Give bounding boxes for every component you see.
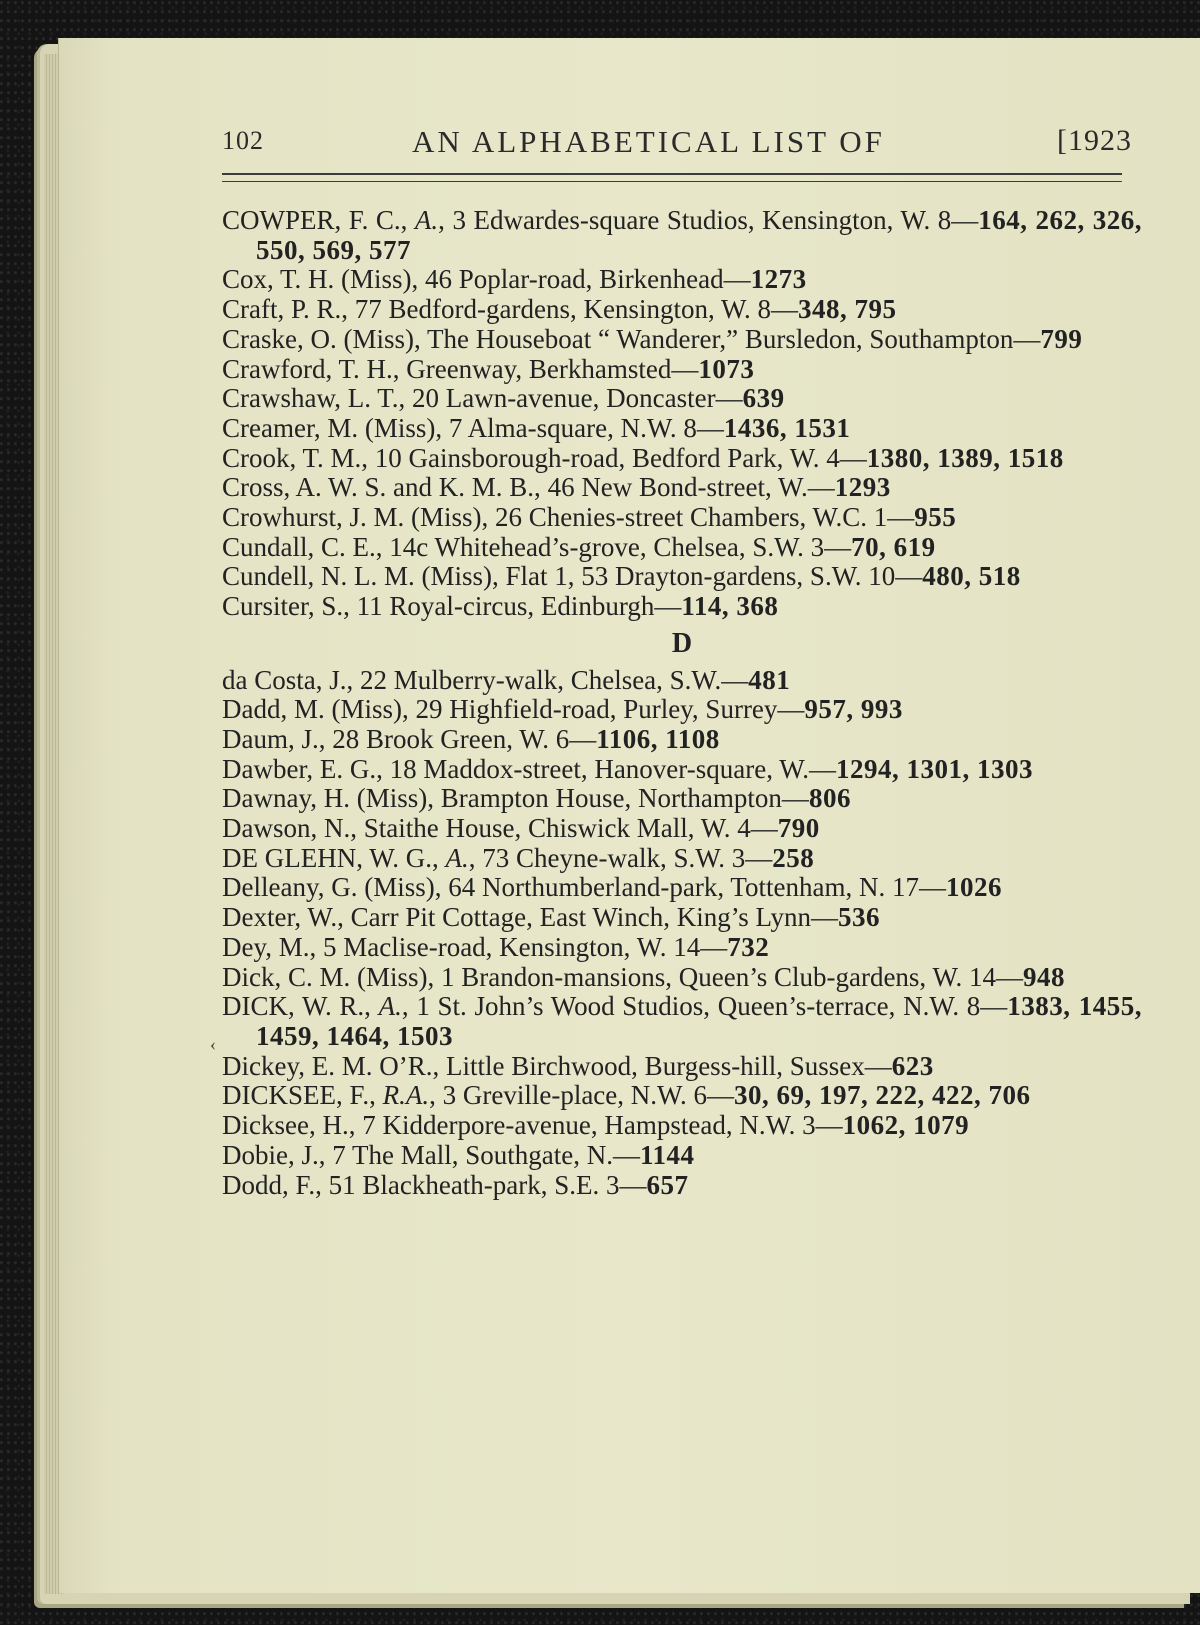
entry-address: 28 Brook Green, W. 6— xyxy=(332,723,597,754)
entry-name: DE GLEHN, W. G., xyxy=(222,842,446,873)
entry-exhibit-numbers: 657 xyxy=(646,1169,689,1200)
list-entry xyxy=(222,444,1142,474)
entry-address: , 3 Greville-place, N.W. 6— xyxy=(429,1080,735,1111)
entry-name: Cox, T. H. (Miss), xyxy=(222,264,426,295)
list-entry xyxy=(222,384,1142,414)
entry-name: Crook, T. M., xyxy=(222,442,375,473)
entry-address: 77 Bedford-gardens, Kensington, W. 8— xyxy=(354,294,798,325)
page-header xyxy=(222,124,1132,164)
entry-exhibit-numbers: 70, 619 xyxy=(851,531,936,562)
entry-exhibit-numbers: 1380, 1389, 1518 xyxy=(866,442,1064,473)
list-entry xyxy=(222,592,1142,622)
entries-d xyxy=(222,666,1142,1201)
entry-address: 14c Whitehead’s-grove, Chelsea, S.W. 3— xyxy=(389,531,852,562)
entry-exhibit-numbers: 1106, 1108 xyxy=(596,723,720,754)
entry-exhibit-numbers: 732 xyxy=(727,931,770,962)
entry-name: Dick, C. M. (Miss), xyxy=(222,961,442,992)
list-entry xyxy=(222,784,1142,814)
header-year: [1923 xyxy=(1057,124,1132,157)
entry-address: 7 The Mall, Southgate, N.— xyxy=(332,1139,640,1170)
entry-exhibit-numbers: 481 xyxy=(748,664,791,695)
list-entry xyxy=(222,814,1142,844)
entry-academy-suffix: A. xyxy=(414,205,439,235)
list-entry xyxy=(222,1141,1142,1171)
entry-name: Crawford, T. H., xyxy=(222,353,407,384)
artist-list xyxy=(222,206,1142,1200)
list-entry xyxy=(222,933,1142,963)
entry-address: , 1 St. John’s Wood Studios, Queen’s-terrace, N.W. 8— xyxy=(401,991,1008,1022)
entry-address: 7 Alma-square, N.W. 8— xyxy=(448,412,724,443)
entry-exhibit-numbers: 799 xyxy=(1040,323,1083,354)
list-entry xyxy=(222,695,1142,725)
entry-address: 46 New Bond-street, W.— xyxy=(547,472,835,503)
list-entry xyxy=(222,414,1142,444)
list-entry xyxy=(222,533,1142,563)
list-entry xyxy=(222,666,1142,696)
list-entry xyxy=(222,873,1142,903)
list-entry xyxy=(222,562,1142,592)
entry-exhibit-numbers: 1294, 1301, 1303 xyxy=(835,753,1033,784)
entry-name: Dey, M., xyxy=(222,931,323,962)
entry-name: Cursiter, S., xyxy=(222,591,357,622)
entry-name: Dodd, F., xyxy=(222,1169,329,1200)
entry-address: 26 Chenies-street Chambers, W.C. 1— xyxy=(495,502,915,533)
entry-name: Dawber, E. G., xyxy=(222,753,390,784)
entry-address: Flat 1, 53 Drayton-gardens, S.W. 10— xyxy=(505,561,923,592)
entry-address: , 3 Edwardes-square Studios, Kensington, W. 8— xyxy=(438,205,979,235)
entry-exhibit-numbers: 1293 xyxy=(834,472,891,503)
page-number: 102 xyxy=(222,126,264,155)
list-entry xyxy=(222,473,1142,503)
entry-name: Dawnay, H. (Miss), xyxy=(222,783,441,814)
entry-address: The Houseboat “ Wanderer,” Bursledon, Southampton— xyxy=(427,323,1041,354)
entry-exhibit-numbers: 348, 795 xyxy=(797,294,897,325)
list-entry xyxy=(222,265,1142,295)
list-entry xyxy=(222,755,1142,785)
entry-exhibit-numbers: 948 xyxy=(1022,961,1065,992)
list-entry xyxy=(222,1052,1142,1082)
entry-exhibit-numbers: 1144 xyxy=(639,1139,695,1170)
entry-address: 29 Highfield-road, Purley, Surrey— xyxy=(415,694,805,725)
entry-name: Dicksee, H., xyxy=(222,1110,363,1141)
entry-address: 18 Maddox-street, Hanover-square, W.— xyxy=(389,753,836,784)
entry-address: , 73 Cheyne-walk, S.W. 3— xyxy=(468,842,773,873)
entry-address: 10 Gainsborough-road, Bedford Park, W. 4— xyxy=(374,442,867,473)
entry-exhibit-numbers: 258 xyxy=(772,842,815,873)
entry-address: Greenway, Berkhamsted— xyxy=(406,353,699,384)
entry-exhibit-numbers: 623 xyxy=(891,1050,934,1081)
entry-academy-suffix: A. xyxy=(378,991,402,1022)
entry-exhibit-numbers: 1273 xyxy=(750,264,807,295)
entry-address: 20 Lawn-avenue, Doncaster— xyxy=(411,383,743,414)
entry-address: Staithe House, Chiswick Mall, W. 4— xyxy=(363,813,778,844)
list-entry xyxy=(222,1111,1142,1141)
entry-name: Dawson, N., xyxy=(222,813,364,844)
entries-c xyxy=(222,206,1142,622)
list-entry xyxy=(222,1171,1142,1201)
entry-name: da Costa, J., xyxy=(222,664,360,695)
running-title: AN ALPHABETICAL LIST OF xyxy=(412,124,885,159)
entry-exhibit-numbers: 806 xyxy=(808,783,851,814)
entry-address: Carr Pit Cottage, East Winch, King’s Lynn— xyxy=(350,902,839,933)
list-entry xyxy=(222,903,1142,933)
entry-name: Dadd, M. (Miss), xyxy=(222,694,416,725)
entry-name: Dickey, E. M. O’R., xyxy=(222,1050,446,1081)
entry-exhibit-numbers: 480, 518 xyxy=(922,561,1021,592)
entry-name: DICK, W. R., xyxy=(222,991,379,1022)
entry-name: COWPER, F. C., xyxy=(222,205,415,235)
list-entry xyxy=(222,206,1142,265)
entry-name: Craske, O. (Miss), xyxy=(222,323,427,354)
entry-name: Craft, P. R., xyxy=(222,294,355,325)
entry-address: 51 Blackheath-park, S.E. 3— xyxy=(328,1169,647,1200)
list-entry xyxy=(222,295,1142,325)
list-entry xyxy=(222,725,1142,755)
entry-name: Crawshaw, L. T., xyxy=(222,383,412,414)
section-letter: D xyxy=(671,627,693,659)
entry-exhibit-numbers: 536 xyxy=(838,902,881,933)
entry-address: Brampton House, Northampton— xyxy=(440,783,809,814)
entry-name: Dobie, J., xyxy=(222,1139,333,1170)
margin-mark: ‹ xyxy=(210,1034,216,1054)
entry-name: DICKSEE, F., xyxy=(222,1080,383,1111)
entry-name: Creamer, M. (Miss), xyxy=(222,412,449,443)
list-entry xyxy=(222,844,1142,874)
entry-academy-suffix: R.A. xyxy=(382,1080,430,1111)
entry-exhibit-numbers: 957, 993 xyxy=(804,694,903,725)
entry-exhibit-numbers: 164, 262, 326, 550, 569, 577 xyxy=(256,205,1142,265)
entry-exhibit-numbers: 30, 69, 197, 222, 422, 706 xyxy=(734,1080,1031,1111)
list-entry xyxy=(222,1081,1142,1111)
entry-exhibit-numbers: 1383, 1455, 1459, 1464, 1503 xyxy=(256,991,1142,1051)
entry-name: Delleany, G. (Miss), xyxy=(222,872,449,903)
entry-exhibit-numbers: 1026 xyxy=(945,872,1002,903)
entry-address: 64 Northumberland-park, Tottenham, N. 17— xyxy=(448,872,946,903)
entry-exhibit-numbers: 955 xyxy=(914,502,957,533)
entry-address: 46 Poplar-road, Birkenhead— xyxy=(425,264,751,295)
list-entry xyxy=(222,503,1142,533)
entry-academy-suffix: A. xyxy=(445,842,469,873)
entry-name: Daum, J., xyxy=(222,723,333,754)
entry-exhibit-numbers: 639 xyxy=(742,383,785,414)
entry-address: Little Birchwood, Burgess-hill, Sussex— xyxy=(445,1050,892,1081)
entry-name: Dexter, W., xyxy=(222,902,351,933)
entry-address: 1 Brandon-mansions, Queen’s Club-gardens, W. 14— xyxy=(441,961,1023,992)
entry-address: 22 Mulberry-walk, Chelsea, S.W.— xyxy=(360,664,749,695)
header-double-rule xyxy=(222,173,1122,182)
entry-exhibit-numbers: 790 xyxy=(777,813,820,844)
list-entry xyxy=(222,355,1142,385)
entry-exhibit-numbers: 1073 xyxy=(698,353,755,384)
entry-name: Cundell, N. L. M. (Miss), xyxy=(222,561,506,592)
entry-exhibit-numbers: 1062, 1079 xyxy=(842,1110,970,1141)
entry-exhibit-numbers: 114, 368 xyxy=(681,591,779,622)
entry-address: 11 Royal-circus, Edinburgh— xyxy=(356,591,682,622)
list-entry xyxy=(222,992,1142,1051)
entry-address: 7 Kidderpore-avenue, Hampstead, N.W. 3— xyxy=(362,1110,843,1141)
entry-name: Crowhurst, J. M. (Miss), xyxy=(222,502,496,533)
list-entry xyxy=(222,963,1142,993)
entry-name: Cundall, C. E., xyxy=(222,531,390,562)
list-entry xyxy=(222,325,1142,355)
entry-address: 5 Maclise-road, Kensington, W. 14— xyxy=(323,931,728,962)
entry-name: Cross, A. W. S. and K. M. B., xyxy=(222,472,548,503)
entry-exhibit-numbers: 1436, 1531 xyxy=(723,412,851,443)
